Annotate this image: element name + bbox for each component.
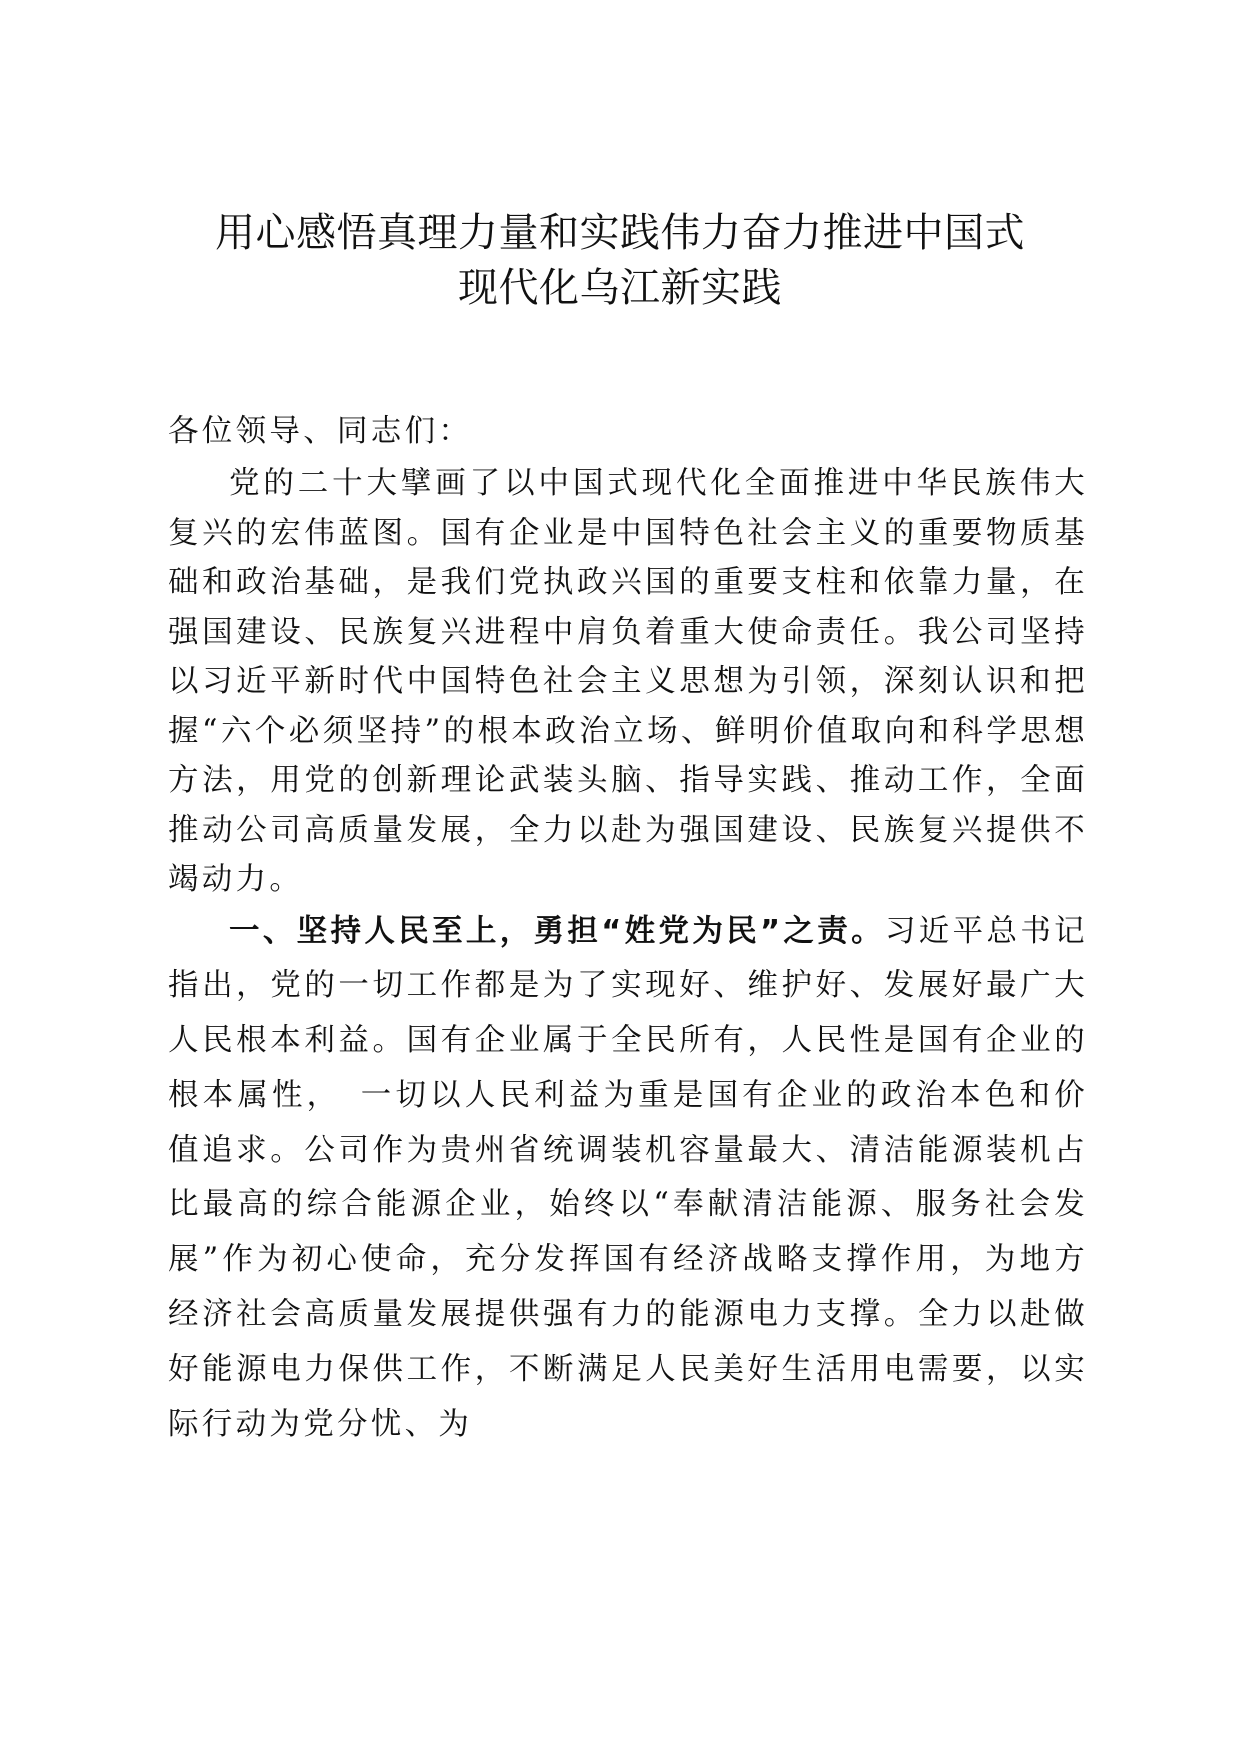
document-body: [168, 405, 1088, 1452]
title-line-1: 用心感悟真理力量和实践伟力奋力推进中国式: [215, 210, 1025, 256]
salutation: 各位领导、同志们：: [168, 414, 473, 449]
document-title: [150, 206, 1090, 316]
title-line-2: 现代化乌江新实践: [458, 265, 782, 311]
section-heading: 一、坚持人民至上，勇担“姓党为民”之责。: [229, 913, 885, 949]
paragraph-intro: 党的二十大擘画了以中国式现代化全面推进中华民族伟大复兴的宏伟蓝图。国有企业是中国特色社会主义的重要物质基础和政治基础，是我们党执政兴国的重要支柱和依靠力量，在强国建设、民族复兴进程中肩负着重大使命责任。我公司坚持以习近平新时代中国特色社会主义思想为引领，深刻认识和把握“六个必须坚持”的根本政治立场、鲜明价值取向和科学思想方法，用党的创新理论武装头脑、指导实践、推动工作，全面推动公司高质量发展，全力以赴为强国建设、民族复兴提供不竭动力。: [168, 466, 1088, 897]
paragraph-section-1: [168, 905, 1088, 1453]
section-text: 习近平总书记指出，党的一切工作都是为了实现好、维护好、发展好最广大人民根本利益。国有企业属于全民所有，人民性是国有企业的根本属性， 一切以人民利益为重是国有企业的政治本色和价值追求。公司作为贵州省统调装机容量最大、清洁能源装机占比最高的综合能源企业，始终以“奉献清洁能源、服务社会发展”作为初心使命，充分发挥国有经济战略支撑作用，为地方经济社会高质量发展提供强有力的能源电力支撑。全力以赴做好能源电力保供工作，不断满足人民美好生活用电需要，以实际行动为党分忧、为: [168, 913, 1088, 1442]
